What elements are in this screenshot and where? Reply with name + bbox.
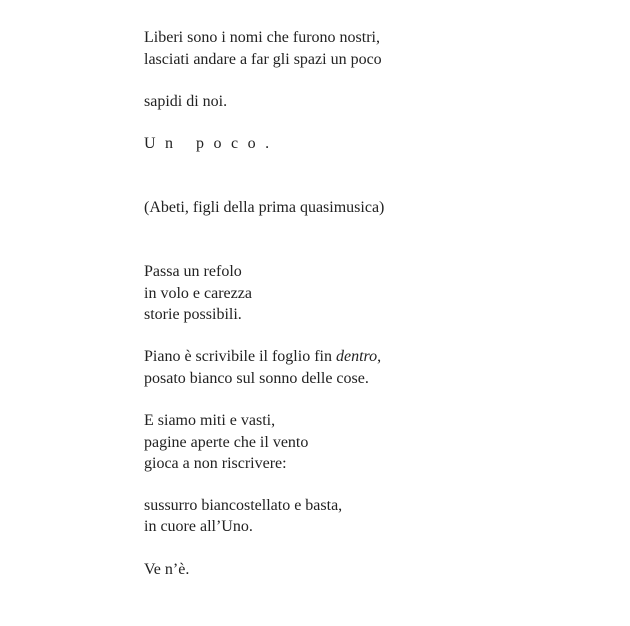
- poem-line: in volo e carezza: [144, 285, 252, 302]
- poem-line: lasciati andare a far gli spazi un poco: [144, 51, 382, 68]
- poem-line: sussurro biancostellato e basta,: [144, 497, 343, 514]
- poem-emphasis: dentro: [335, 348, 378, 365]
- poem-line: [144, 347, 381, 367]
- poem-line: E siamo miti e vasti,: [144, 412, 276, 429]
- poem-line: posato bianco sul sonno delle cose.: [144, 370, 369, 387]
- poem-text: Piano è scrivibile il foglio fin: [144, 348, 336, 365]
- poem-line: storie possibili.: [144, 306, 242, 323]
- poem-line: (Abeti, figli della prima quasimusica): [144, 199, 385, 216]
- poem-line: gioca a non riscrivere:: [144, 455, 287, 472]
- poem-text: ,: [377, 348, 382, 365]
- poem-line: Liberi sono i nomi che furono nostri,: [144, 29, 380, 46]
- poem-line: sapidi di noi.: [144, 93, 228, 110]
- poem-line: Ve n’è.: [144, 561, 190, 578]
- poem-line-spaced: Un poco.: [144, 135, 279, 152]
- poem-line: pagine aperte che il vento: [144, 434, 309, 451]
- poem-line: Passa un refolo: [144, 263, 242, 280]
- poem-line: in cuore all’Uno.: [144, 518, 253, 535]
